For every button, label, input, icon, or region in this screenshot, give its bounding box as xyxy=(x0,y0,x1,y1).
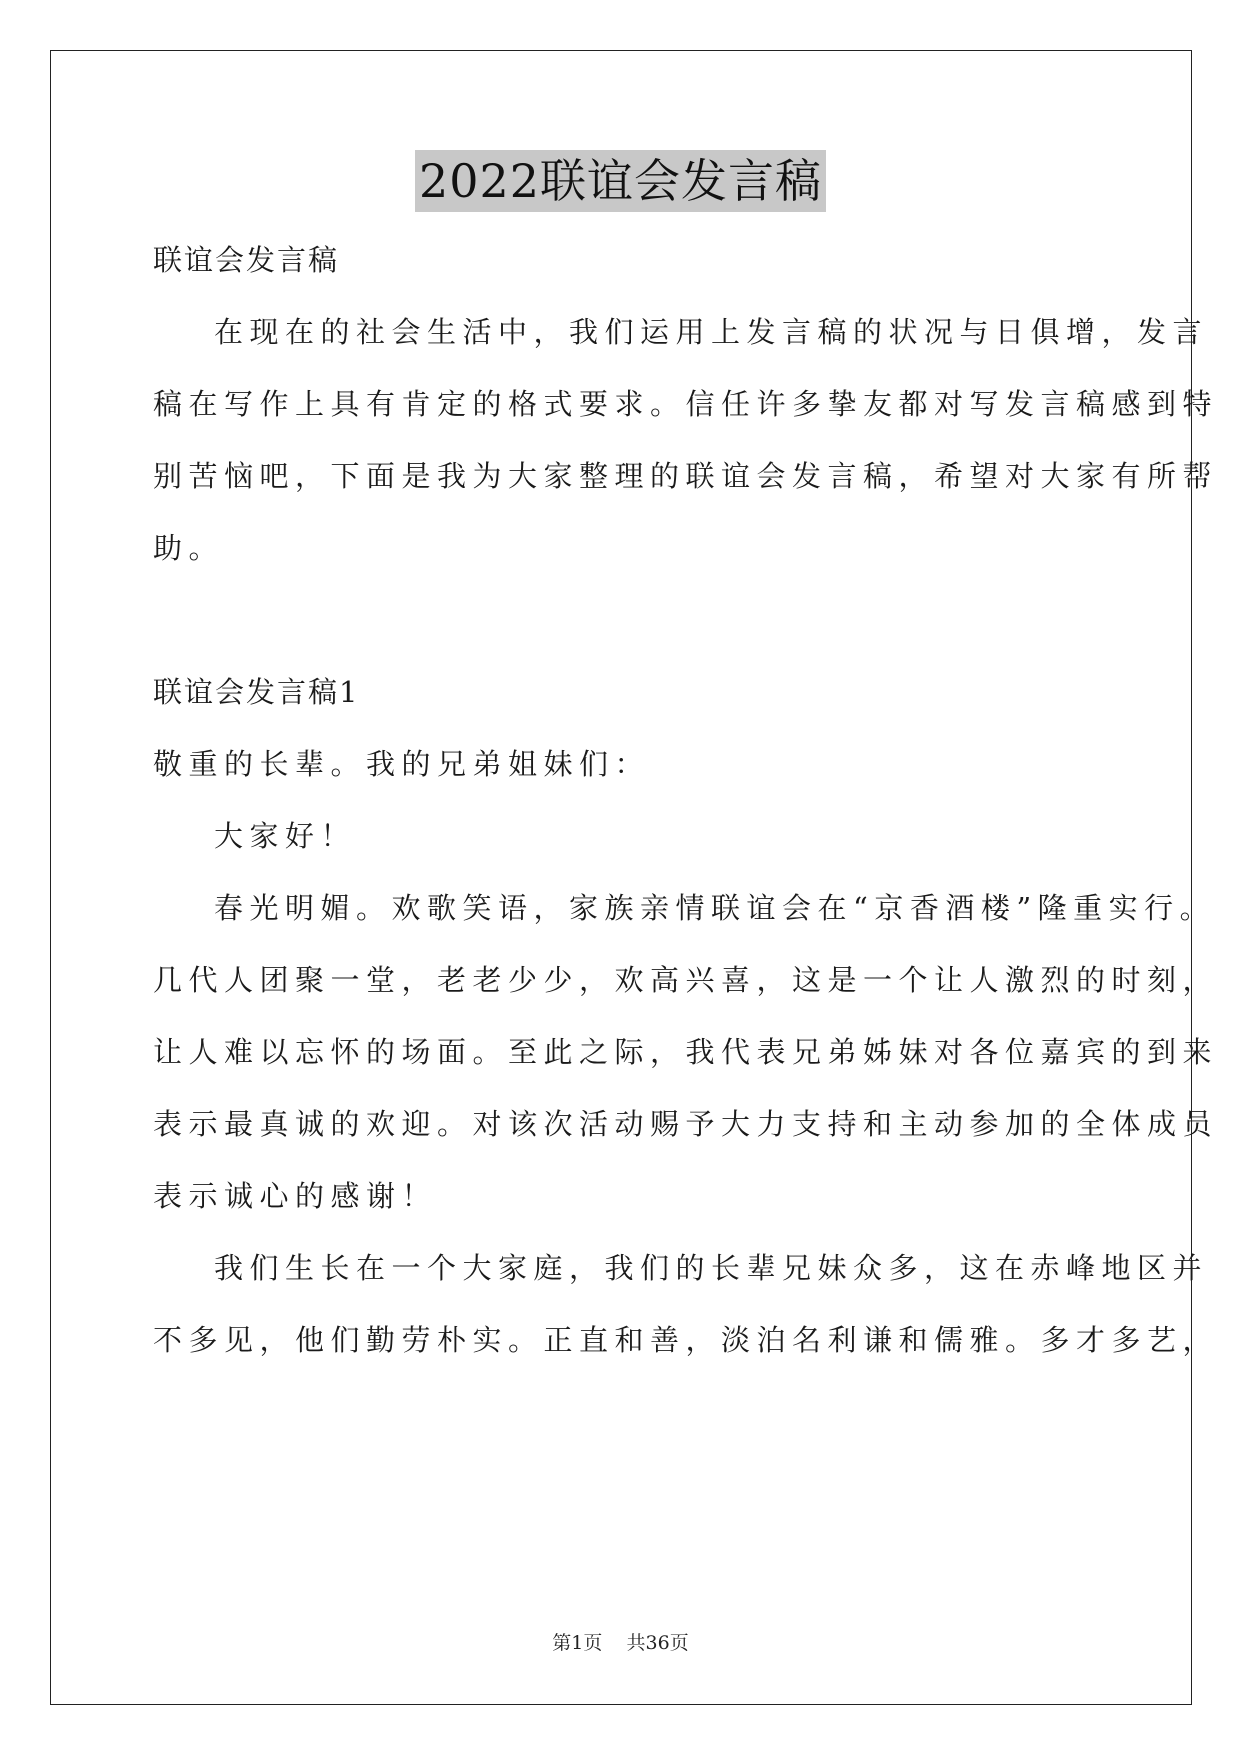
paragraph-line: 表示诚心的感谢！ xyxy=(153,1179,438,1213)
paragraph-line: 不多见，他们勤劳朴实。正直和善，淡泊名利谦和儒雅。多才多艺， xyxy=(153,1323,1219,1357)
document-title: 2022联谊会发言稿 xyxy=(415,150,826,212)
section-heading: 联谊会发言稿1 xyxy=(153,675,360,709)
paragraph-line: 稿在写作上具有肯定的格式要求。信任许多挚友都对写发言稿感到特 xyxy=(153,387,1219,421)
paragraph-line: 我们生长在一个大家庭，我们的长辈兄妹众多，这在赤峰地区并 xyxy=(214,1251,1209,1285)
paragraph-line: 助。 xyxy=(153,531,225,565)
page-frame xyxy=(50,50,1219,1705)
paragraph-line: 春光明媚。欢歌笑语，家族亲情联谊会在“京香酒楼”隆重实行。 xyxy=(214,891,1216,925)
section-heading: 联谊会发言稿 xyxy=(153,243,340,277)
paragraph-line: 敬重的长辈。我的兄弟姐妹们： xyxy=(153,747,651,781)
title-wrap xyxy=(0,150,1241,212)
page-footer xyxy=(0,1630,1241,1656)
page-number: 第1页 xyxy=(552,1632,603,1654)
paragraph-line: 几代人团聚一堂，老老少少，欢高兴喜，这是一个让人激烈的时刻， xyxy=(153,963,1219,997)
paragraph-line: 表示最真诚的欢迎。对该次活动赐予大力支持和主动参加的全体成员 xyxy=(153,1107,1219,1141)
paragraph-line: 在现在的社会生活中，我们运用上发言稿的状况与日俱增，发言 xyxy=(214,315,1209,349)
paragraph-line: 别苦恼吧，下面是我为大家整理的联谊会发言稿，希望对大家有所帮 xyxy=(153,459,1219,493)
paragraph-line: 让人难以忘怀的场面。至此之际，我代表兄弟姊妹对各位嘉宾的到来 xyxy=(153,1035,1219,1069)
paragraph-line: 大家好！ xyxy=(214,819,357,853)
page-total: 共36页 xyxy=(626,1632,689,1654)
